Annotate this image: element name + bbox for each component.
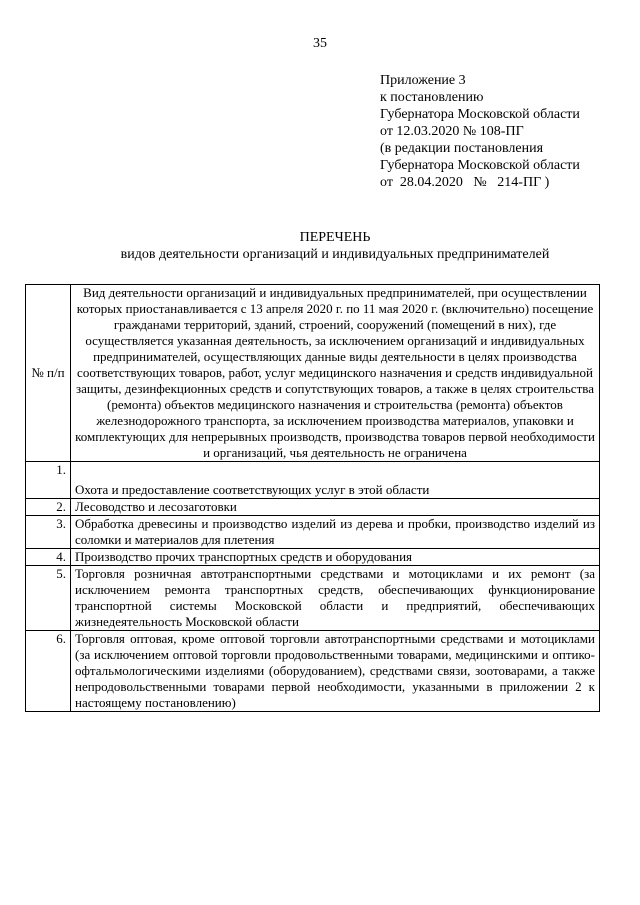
appendix-line: Губернатора Московской области bbox=[380, 158, 580, 173]
table-row bbox=[26, 499, 600, 516]
row-number: 2. bbox=[26, 499, 71, 516]
row-text: Производство прочих транспортных средств и оборудования bbox=[71, 549, 600, 566]
header-number-cell: № п/п bbox=[26, 285, 71, 462]
table-header-row bbox=[26, 285, 600, 462]
row-text: Лесоводство и лесозаготовки bbox=[71, 499, 600, 516]
table-row bbox=[26, 566, 600, 631]
row-text: Охота и предоставление соответствующих услуг в этой области bbox=[71, 462, 600, 499]
title-heading: ПЕРЕЧЕНЬ bbox=[299, 230, 371, 245]
row-text: Обработка древесины и производство изделий из дерева и пробки, производство изделий из соломки и материалов для плетения bbox=[71, 516, 600, 549]
row-number: 5. bbox=[26, 566, 71, 631]
appendix-line: к постановлению bbox=[380, 90, 484, 105]
title-subheading: видов деятельности организаций и индивидуальных предпринимателей bbox=[120, 247, 550, 262]
row-text: Торговля оптовая, кроме оптовой торговли автотранспортными средствами и мотоциклами (за исключением оптовой торговли продовольственными товарами, медицинскими и оптико-офтальмологическими изделиями (оборудованием), средствами связи, зоотоварами, а также непродовольственными товарами первой необходимости, указанными в приложении 2 к настоящему постановлению) bbox=[71, 631, 600, 712]
appendix-line: (в редакции постановления bbox=[380, 141, 544, 156]
row-number: 6. bbox=[26, 631, 71, 712]
table-row bbox=[26, 462, 600, 499]
header-description-cell: Вид деятельности организаций и индивидуальных предпринимателей, при осуществлении которых приостанавливается с 13 апреля 2020 г. по 11 мая 2020 г. (включительно) посещение гражданами территорий, зданий, строений, сооружений (помещений в них), где осуществляется указанная деятельность, за исключением организаций и индивидуальных предпринимателей, осуществляющих данные виды деятельности в целях производства соответствующих товаров, работ, услуг медицинского назначения и средств индивидуальной защиты, дезинфекционных средств и сопутствующих товаров, а также в целях строительства (ремонта) объектов медицинского назначения и строительства (ремонта) объектов железнодорожного транспорта, за исключением производства материалов, упаковки и комплектующих для непрерывных производств, производства товаров первой необходимости и организаций, чья деятельность не ограничена bbox=[71, 285, 600, 462]
appendix-line: от 28.04.2020 № 214-ПГ ) bbox=[380, 175, 550, 190]
row-number: 1. bbox=[26, 462, 71, 499]
row-text: Торговля розничная автотранспортными средствами и мотоциклами и их ремонт (за исключением ремонта транспортных средств, обеспечивающих функционирование транспортной системы Московской области и предприятий, обеспечивающих жизнедеятельность Московской области bbox=[71, 566, 600, 631]
document-title bbox=[60, 229, 610, 263]
row-number: 3. bbox=[26, 516, 71, 549]
page-number: 35 bbox=[313, 36, 327, 51]
table-row bbox=[26, 516, 600, 549]
table-row bbox=[26, 631, 600, 712]
appendix-line: от 12.03.2020 № 108-ПГ bbox=[380, 124, 524, 139]
appendix-line: Губернатора Московской области bbox=[380, 107, 580, 122]
appendix-line: Приложение 3 bbox=[380, 73, 466, 88]
table-row bbox=[26, 549, 600, 566]
row-number: 4. bbox=[26, 549, 71, 566]
activities-table bbox=[25, 284, 600, 712]
appendix-reference bbox=[380, 72, 630, 191]
